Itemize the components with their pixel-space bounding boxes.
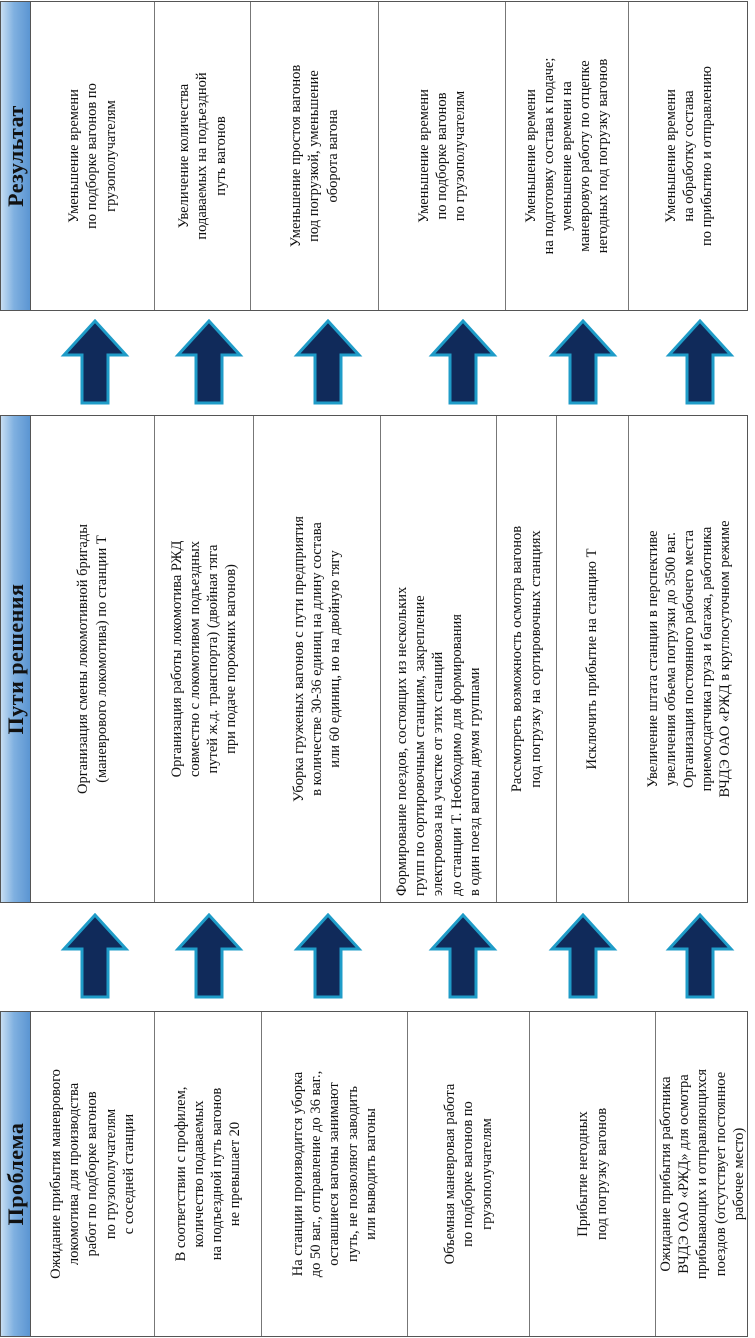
arrow-icon-problem-to-solution-2 <box>174 913 244 999</box>
solution-row-5: Рассмотреть возможность осмотра вагонов под погрузку на сортировочных станциях <box>497 416 557 902</box>
arrow-icon-solution-to-result-2 <box>174 319 244 405</box>
problem-row-3: На станции производится уборка до 50 ваг., отправление до 36 ваг., оставшиеся вагоны занимают путь, не позволяют заводить или выводить вагоны <box>262 1012 408 1336</box>
arrow-icon-problem-to-solution-3 <box>293 913 363 999</box>
arrow-icon-problem-to-solution-1 <box>60 913 130 999</box>
arrow-icon-solution-to-result-5 <box>548 319 618 405</box>
problem-header: Проблема <box>1 1012 31 1336</box>
problem-row-2: В соответствии с профилем, количество подаваемых на подъездной путь вагонов не превышает 20 <box>155 1012 262 1336</box>
solution-row-1: Организация смены локомотивной бригады (маневрового локомотива) по станции Т <box>31 416 155 902</box>
solution-row-2: Организация работы локомотива РЖД совместно с локомотивом подъездных путей ж.д. транспорта) (двойная тяга при подаче порожних вагонов) <box>155 416 254 902</box>
solutions-header: Пути решения <box>1 416 31 902</box>
result-panel <box>0 1 748 311</box>
result-row-1: Уменьшение времени по подборке вагонов по грузополучателям <box>31 2 155 310</box>
problem-panel <box>0 1011 748 1337</box>
result-row-3: Уменьшение простоя вагонов под погрузкой, уменьшение оборота вагона <box>251 2 379 310</box>
arrow-icon-solution-to-result-6 <box>665 319 735 405</box>
result-row-4: Уменьшение времени по подборке вагонов по грузополучателям <box>379 2 506 310</box>
result-row-2: Увеличение количества подаваемых на подъездной путь вагонов <box>155 2 251 310</box>
solution-row-7: Увеличение штата станции в перспективе увеличения объема погрузки до 3500 ваг. Организация постоянного рабочего места приемосдатчика груза и багажа, работника ВЧДЭ ОАО «РЖД в круглосуточном режиме <box>644 520 734 798</box>
problem-row-5: Прибытие негодных под погрузку вагонов <box>530 1012 656 1336</box>
arrow-icon-solution-to-result-3 <box>293 319 363 405</box>
arrow-icon-problem-to-solution-4 <box>428 913 498 999</box>
problem-row-4: Объемная маневровая работа по подборке вагонов по грузополучателям <box>408 1012 530 1336</box>
problem-row-1: Ожидание прибытия маневрового локомотива для производства работ по подборке вагонов по грузополучателям с соседней станции <box>31 1012 155 1336</box>
solution-row-4: Формирование поездов, состоящих из нескольких групп по сортировочным станциям, закрепление электровоза на участке от этих станций до станции Т. Необходимо для формирования в один поезд вагоны двумя группами <box>381 416 497 902</box>
solutions-panel <box>0 415 748 903</box>
result-row-5: Уменьшение времени на подготовку состава к подаче; уменьшение времени на маневровую работу по отцепке негодных под погрузку вагонов <box>506 2 629 310</box>
result-header: Результат <box>1 2 31 310</box>
problem-row-6: Ожидание прибытия работника ВЧДЭ ОАО «РЖД» для осмотра прибывающих и отправляющихся поездов (отсутствует постоянное рабочее место) <box>658 1068 747 1280</box>
arrow-icon-problem-to-solution-6 <box>665 913 735 999</box>
arrow-icon-solution-to-result-1 <box>60 319 130 405</box>
solution-row-6: Исключить прибытие на станцию Т <box>557 416 629 902</box>
arrow-icon-problem-to-solution-5 <box>548 913 618 999</box>
arrow-icon-solution-to-result-4 <box>428 319 498 405</box>
result-row-6: Уменьшение времени на обработку состава по прибытию и отправлению <box>662 66 716 246</box>
solution-row-3: Уборка груженых вагонов с пути предприятия в количестве 30-36 единиц на длину состава или 60 единиц, но на двойную тягу <box>254 416 381 902</box>
